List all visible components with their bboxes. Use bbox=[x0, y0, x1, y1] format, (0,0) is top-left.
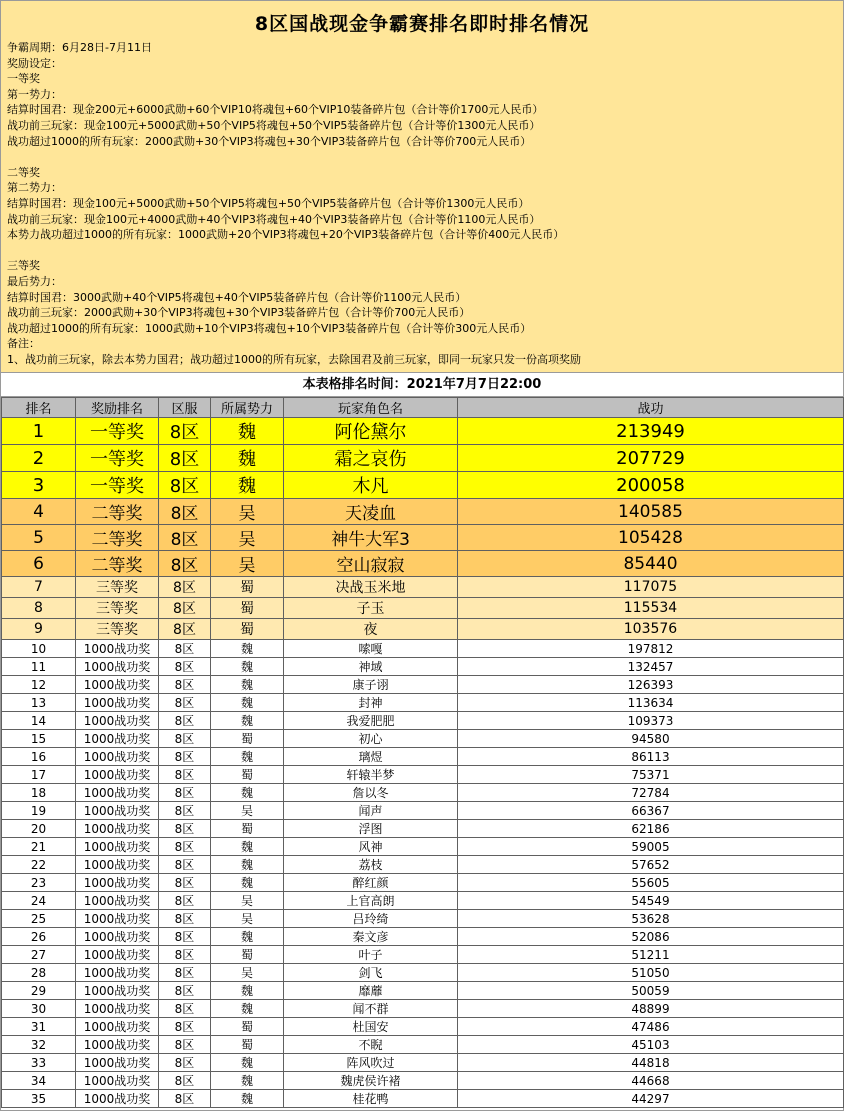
cell-name[interactable]: 魏虎侯许褚 bbox=[284, 1072, 458, 1090]
cell-name[interactable]: 靡蘼 bbox=[284, 982, 458, 1000]
rule-line: 本势力战功超过1000的所有玩家：1000武勋+20个VIP3将魂包+20个VIP3装备碎片包（合计等价400元人民币） bbox=[7, 228, 565, 242]
rule-line: 二等奖 bbox=[7, 165, 40, 179]
cell-faction[interactable]: 魏 bbox=[211, 784, 284, 802]
cell-rank[interactable]: 9 bbox=[2, 619, 76, 640]
table-row bbox=[2, 766, 844, 784]
cell-rank[interactable]: 31 bbox=[2, 1018, 76, 1036]
cell-name[interactable]: 闻声 bbox=[284, 802, 458, 820]
cell-server[interactable]: 8区 bbox=[159, 1018, 211, 1036]
cell-award[interactable]: 1000战功奖 bbox=[76, 1036, 159, 1054]
cell-server[interactable]: 8区 bbox=[159, 676, 211, 694]
cell-award[interactable]: 1000战功奖 bbox=[76, 892, 159, 910]
page-title: 8区国战现金争霸赛排名即时排名情况 bbox=[254, 13, 590, 35]
cell-merit[interactable]: 44818 bbox=[458, 1054, 844, 1072]
cell-merit[interactable]: 44668 bbox=[458, 1072, 844, 1090]
cell-server[interactable]: 8区 bbox=[159, 928, 211, 946]
cell-faction[interactable]: 魏 bbox=[211, 694, 284, 712]
cell-award[interactable]: 1000战功奖 bbox=[76, 982, 159, 1000]
cell-faction[interactable]: 蜀 bbox=[211, 619, 284, 640]
rule-line: 一等奖 bbox=[7, 72, 40, 86]
cell-name[interactable]: 詹以冬 bbox=[284, 784, 458, 802]
cell-award[interactable]: 二等奖 bbox=[76, 499, 159, 525]
cell-award[interactable]: 二等奖 bbox=[76, 551, 159, 577]
rule-line: 奖励设定： bbox=[7, 56, 62, 70]
table-row bbox=[2, 694, 844, 712]
table-row bbox=[2, 445, 844, 472]
cell-award[interactable]: 一等奖 bbox=[76, 445, 159, 472]
table-row bbox=[2, 472, 844, 499]
cell-rank[interactable]: 35 bbox=[2, 1090, 76, 1108]
cell-name[interactable]: 我爱肥肥 bbox=[284, 712, 458, 730]
cell-server[interactable]: 8区 bbox=[159, 874, 211, 892]
cell-name[interactable]: 轩辕半梦 bbox=[284, 766, 458, 784]
cell-server[interactable]: 8区 bbox=[159, 712, 211, 730]
cell-rank[interactable]: 4 bbox=[2, 499, 76, 525]
cell-merit[interactable]: 117075 bbox=[458, 577, 844, 598]
col-header-award[interactable]: 奖励排名 bbox=[76, 398, 159, 418]
cell-rank[interactable]: 3 bbox=[2, 472, 76, 499]
rule-line bbox=[7, 149, 837, 165]
cell-faction[interactable]: 魏 bbox=[211, 874, 284, 892]
cell-name[interactable]: 神牛大军3 bbox=[284, 525, 458, 551]
cell-server[interactable]: 8区 bbox=[159, 1036, 211, 1054]
cell-server[interactable]: 8区 bbox=[159, 982, 211, 1000]
cell-name[interactable]: 璃煜 bbox=[284, 748, 458, 766]
table-row bbox=[2, 1036, 844, 1054]
cell-merit[interactable]: 75371 bbox=[458, 766, 844, 784]
cell-rank[interactable]: 25 bbox=[2, 910, 76, 928]
cell-award[interactable]: 1000战功奖 bbox=[76, 856, 159, 874]
cell-faction[interactable]: 魏 bbox=[211, 856, 284, 874]
cell-name[interactable]: 叶子 bbox=[284, 946, 458, 964]
cell-award[interactable]: 1000战功奖 bbox=[76, 910, 159, 928]
cell-merit[interactable]: 62186 bbox=[458, 820, 844, 838]
cell-name[interactable]: 杜国安 bbox=[284, 1018, 458, 1036]
cell-merit[interactable]: 200058 bbox=[458, 472, 844, 499]
cell-merit[interactable]: 103576 bbox=[458, 619, 844, 640]
cell-faction[interactable]: 魏 bbox=[211, 838, 284, 856]
cell-server[interactable]: 8区 bbox=[159, 730, 211, 748]
cell-merit[interactable]: 59005 bbox=[458, 838, 844, 856]
cell-name[interactable]: 夜 bbox=[284, 619, 458, 640]
cell-award[interactable]: 1000战功奖 bbox=[76, 928, 159, 946]
cell-merit[interactable]: 197812 bbox=[458, 640, 844, 658]
cell-server[interactable]: 8区 bbox=[159, 640, 211, 658]
cell-faction[interactable]: 魏 bbox=[211, 676, 284, 694]
table-row bbox=[2, 784, 844, 802]
table-row bbox=[2, 802, 844, 820]
cell-faction[interactable]: 蜀 bbox=[211, 1018, 284, 1036]
cell-name[interactable]: 吕玲绮 bbox=[284, 910, 458, 928]
cell-merit[interactable]: 50059 bbox=[458, 982, 844, 1000]
cell-rank[interactable]: 24 bbox=[2, 892, 76, 910]
col-header-server[interactable]: 区服 bbox=[159, 398, 211, 418]
table-row bbox=[2, 640, 844, 658]
table-row bbox=[2, 551, 844, 577]
cell-name[interactable]: 上官高朗 bbox=[284, 892, 458, 910]
cell-merit[interactable]: 52086 bbox=[458, 928, 844, 946]
cell-server[interactable]: 8区 bbox=[159, 551, 211, 577]
cell-server[interactable]: 8区 bbox=[159, 856, 211, 874]
cell-name[interactable]: 神域 bbox=[284, 658, 458, 676]
cell-rank[interactable]: 27 bbox=[2, 946, 76, 964]
cell-award[interactable]: 1000战功奖 bbox=[76, 712, 159, 730]
cell-award[interactable]: 1000战功奖 bbox=[76, 1054, 159, 1072]
cell-server[interactable]: 8区 bbox=[159, 1000, 211, 1018]
table-row bbox=[2, 577, 844, 598]
cell-server[interactable]: 8区 bbox=[159, 598, 211, 619]
cell-award[interactable]: 1000战功奖 bbox=[76, 820, 159, 838]
cell-faction[interactable]: 魏 bbox=[211, 1054, 284, 1072]
cell-name[interactable]: 空山寂寂 bbox=[284, 551, 458, 577]
rule-line: 结算时国君：3000武勋+40个VIP5将魂包+40个VIP5装备碎片包（合计等价1100元人民币） bbox=[7, 290, 467, 304]
cell-rank[interactable]: 6 bbox=[2, 551, 76, 577]
cell-faction[interactable]: 吴 bbox=[211, 551, 284, 577]
rule-line: 结算时国君：现金200元+6000武勋+60个VIP10将魂包+60个VIP10装备碎片包（合计等价1700元人民币） bbox=[7, 103, 544, 117]
cell-merit[interactable]: 140585 bbox=[458, 499, 844, 525]
cell-faction[interactable]: 蜀 bbox=[211, 577, 284, 598]
cell-rank[interactable]: 2 bbox=[2, 445, 76, 472]
cell-name[interactable]: 不睨 bbox=[284, 1036, 458, 1054]
cell-merit[interactable]: 66367 bbox=[458, 802, 844, 820]
cell-name[interactable]: 子玉 bbox=[284, 598, 458, 619]
table-row bbox=[2, 525, 844, 551]
cell-name[interactable]: 秦文彦 bbox=[284, 928, 458, 946]
cell-server[interactable]: 8区 bbox=[159, 418, 211, 445]
cell-name[interactable]: 阿伦黛尔 bbox=[284, 418, 458, 445]
cell-rank[interactable]: 26 bbox=[2, 928, 76, 946]
cell-rank[interactable]: 14 bbox=[2, 712, 76, 730]
cell-award[interactable]: 一等奖 bbox=[76, 472, 159, 499]
rule-line bbox=[7, 243, 837, 259]
cell-name[interactable]: 阵风吹过 bbox=[284, 1054, 458, 1072]
cell-server[interactable]: 8区 bbox=[159, 658, 211, 676]
cell-merit[interactable]: 213949 bbox=[458, 418, 844, 445]
cell-merit[interactable]: 126393 bbox=[458, 676, 844, 694]
cell-award[interactable]: 三等奖 bbox=[76, 619, 159, 640]
cell-rank[interactable]: 34 bbox=[2, 1072, 76, 1090]
col-header-merit[interactable]: 战功 bbox=[458, 398, 844, 418]
cell-award[interactable]: 1000战功奖 bbox=[76, 640, 159, 658]
cell-award[interactable]: 三等奖 bbox=[76, 577, 159, 598]
cell-award[interactable]: 三等奖 bbox=[76, 598, 159, 619]
rule-line: 战功超过1000的所有玩家：1000武勋+10个VIP3将魂包+10个VIP3装备碎片包（合计等价300元人民币） bbox=[7, 321, 532, 335]
table-row bbox=[2, 874, 844, 892]
cell-merit[interactable]: 132457 bbox=[458, 658, 844, 676]
update-time: 本表格排名时间：2021年7月7日22:00 bbox=[1, 373, 843, 397]
table-row bbox=[2, 838, 844, 856]
cell-faction[interactable]: 魏 bbox=[211, 1090, 284, 1108]
table-row bbox=[2, 676, 844, 694]
cell-award[interactable]: 1000战功奖 bbox=[76, 802, 159, 820]
cell-faction[interactable]: 吴 bbox=[211, 892, 284, 910]
rule-line: 1、战功前三玩家，除去本势力国君；战功超过1000的所有玩家，去除国君及前三玩家，即同一玩家只发一份高项奖励 bbox=[7, 352, 581, 366]
table-row bbox=[2, 619, 844, 640]
cell-name[interactable]: 风神 bbox=[284, 838, 458, 856]
cell-name[interactable]: 康子诩 bbox=[284, 676, 458, 694]
cell-rank[interactable]: 33 bbox=[2, 1054, 76, 1072]
cell-merit[interactable]: 47486 bbox=[458, 1018, 844, 1036]
cell-award[interactable]: 1000战功奖 bbox=[76, 874, 159, 892]
table-header-row bbox=[2, 398, 844, 418]
cell-server[interactable]: 8区 bbox=[159, 525, 211, 551]
cell-award[interactable]: 1000战功奖 bbox=[76, 1000, 159, 1018]
cell-name[interactable]: 封神 bbox=[284, 694, 458, 712]
rule-line: 第一势力： bbox=[7, 87, 62, 101]
rule-line: 战功前三玩家：现金100元+4000武勋+40个VIP3将魂包+40个VIP3装备碎片包（合计等价1100元人民币） bbox=[7, 212, 541, 226]
cell-merit[interactable]: 207729 bbox=[458, 445, 844, 472]
cell-rank[interactable]: 21 bbox=[2, 838, 76, 856]
cell-rank[interactable]: 30 bbox=[2, 1000, 76, 1018]
table-row bbox=[2, 820, 844, 838]
cell-merit[interactable]: 72784 bbox=[458, 784, 844, 802]
cell-name[interactable]: 剑飞 bbox=[284, 964, 458, 982]
cell-faction[interactable]: 魏 bbox=[211, 748, 284, 766]
table-row bbox=[2, 1000, 844, 1018]
cell-faction[interactable]: 魏 bbox=[211, 712, 284, 730]
rule-line: 争霸周期：6月28日-7月11日 bbox=[7, 41, 152, 54]
cell-merit[interactable]: 55605 bbox=[458, 874, 844, 892]
cell-server[interactable]: 8区 bbox=[159, 784, 211, 802]
cell-server[interactable]: 8区 bbox=[159, 499, 211, 525]
rule-line: 战功前三玩家：现金100元+5000武勋+50个VIP5将魂包+50个VIP5装备碎片包（合计等价1300元人民币） bbox=[7, 118, 541, 132]
cell-award[interactable]: 1000战功奖 bbox=[76, 676, 159, 694]
rule-line: 最后势力： bbox=[7, 274, 62, 288]
cell-server[interactable]: 8区 bbox=[159, 472, 211, 499]
cell-name[interactable]: 决战玉米地 bbox=[284, 577, 458, 598]
rules-panel bbox=[1, 1, 843, 373]
cell-merit[interactable]: 51050 bbox=[458, 964, 844, 982]
cell-award[interactable]: 1000战功奖 bbox=[76, 838, 159, 856]
cell-award[interactable]: 二等奖 bbox=[76, 525, 159, 551]
cell-name[interactable]: 闻不群 bbox=[284, 1000, 458, 1018]
cell-rank[interactable]: 18 bbox=[2, 784, 76, 802]
cell-merit[interactable]: 113634 bbox=[458, 694, 844, 712]
cell-server[interactable]: 8区 bbox=[159, 838, 211, 856]
cell-faction[interactable]: 蜀 bbox=[211, 730, 284, 748]
table-row bbox=[2, 658, 844, 676]
rule-line: 战功前三玩家：2000武勋+30个VIP3将魂包+30个VIP3装备碎片包（合计等价700元人民币） bbox=[7, 306, 471, 320]
cell-faction[interactable]: 吴 bbox=[211, 910, 284, 928]
table-row bbox=[2, 598, 844, 619]
cell-rank[interactable]: 19 bbox=[2, 802, 76, 820]
cell-server[interactable]: 8区 bbox=[159, 820, 211, 838]
rules-text bbox=[7, 40, 837, 367]
cell-faction[interactable]: 蜀 bbox=[211, 946, 284, 964]
table-row bbox=[2, 748, 844, 766]
cell-server[interactable]: 8区 bbox=[159, 1054, 211, 1072]
cell-name[interactable]: 天凌血 bbox=[284, 499, 458, 525]
cell-rank[interactable]: 32 bbox=[2, 1036, 76, 1054]
cell-award[interactable]: 1000战功奖 bbox=[76, 1018, 159, 1036]
cell-server[interactable]: 8区 bbox=[159, 577, 211, 598]
cell-faction[interactable]: 魏 bbox=[211, 658, 284, 676]
cell-merit[interactable]: 109373 bbox=[458, 712, 844, 730]
cell-merit[interactable]: 53628 bbox=[458, 910, 844, 928]
cell-faction[interactable]: 蜀 bbox=[211, 1036, 284, 1054]
cell-award[interactable]: 1000战功奖 bbox=[76, 946, 159, 964]
cell-faction[interactable]: 蜀 bbox=[211, 820, 284, 838]
cell-faction[interactable]: 吴 bbox=[211, 525, 284, 551]
cell-faction[interactable]: 魏 bbox=[211, 418, 284, 445]
cell-rank[interactable]: 8 bbox=[2, 598, 76, 619]
cell-award[interactable]: 1000战功奖 bbox=[76, 1072, 159, 1090]
rule-line: 三等奖 bbox=[7, 259, 40, 273]
cell-rank[interactable]: 16 bbox=[2, 748, 76, 766]
cell-faction[interactable]: 魏 bbox=[211, 445, 284, 472]
rule-line: 备注： bbox=[7, 337, 40, 351]
table-row bbox=[2, 946, 844, 964]
col-header-player[interactable]: 玩家角色名 bbox=[284, 398, 458, 418]
cell-server[interactable]: 8区 bbox=[159, 964, 211, 982]
table-row bbox=[2, 892, 844, 910]
cell-merit[interactable]: 115534 bbox=[458, 598, 844, 619]
cell-award[interactable]: 1000战功奖 bbox=[76, 784, 159, 802]
table-row bbox=[2, 1018, 844, 1036]
cell-merit[interactable]: 94580 bbox=[458, 730, 844, 748]
cell-name[interactable]: 木凡 bbox=[284, 472, 458, 499]
cell-name[interactable]: 嗦嘎 bbox=[284, 640, 458, 658]
col-header-faction[interactable]: 所属势力 bbox=[211, 398, 284, 418]
cell-award[interactable]: 1000战功奖 bbox=[76, 658, 159, 676]
table-row bbox=[2, 964, 844, 982]
cell-rank[interactable]: 11 bbox=[2, 658, 76, 676]
rule-line: 战功超过1000的所有玩家：2000武勋+30个VIP3将魂包+30个VIP3装备碎片包（合计等价700元人民币） bbox=[7, 134, 532, 148]
cell-merit[interactable]: 57652 bbox=[458, 856, 844, 874]
cell-faction[interactable]: 魏 bbox=[211, 472, 284, 499]
cell-merit[interactable]: 85440 bbox=[458, 551, 844, 577]
cell-name[interactable]: 初心 bbox=[284, 730, 458, 748]
cell-rank[interactable]: 1 bbox=[2, 418, 76, 445]
cell-award[interactable]: 1000战功奖 bbox=[76, 766, 159, 784]
cell-rank[interactable]: 23 bbox=[2, 874, 76, 892]
cell-faction[interactable]: 蜀 bbox=[211, 598, 284, 619]
cell-server[interactable]: 8区 bbox=[159, 802, 211, 820]
table-row bbox=[2, 910, 844, 928]
cell-server[interactable]: 8区 bbox=[159, 445, 211, 472]
table-row bbox=[2, 856, 844, 874]
cell-merit[interactable]: 44297 bbox=[458, 1090, 844, 1108]
cell-rank[interactable]: 12 bbox=[2, 676, 76, 694]
cell-faction[interactable]: 蜀 bbox=[211, 766, 284, 784]
cell-rank[interactable]: 13 bbox=[2, 694, 76, 712]
cell-merit[interactable]: 54549 bbox=[458, 892, 844, 910]
cell-faction[interactable]: 吴 bbox=[211, 499, 284, 525]
cell-merit[interactable]: 51211 bbox=[458, 946, 844, 964]
cell-merit[interactable]: 45103 bbox=[458, 1036, 844, 1054]
cell-faction[interactable]: 魏 bbox=[211, 982, 284, 1000]
cell-award[interactable]: 1000战功奖 bbox=[76, 964, 159, 982]
rule-line: 结算时国君：现金100元+5000武勋+50个VIP5将魂包+50个VIP5装备碎片包（合计等价1300元人民币） bbox=[7, 196, 530, 210]
cell-rank[interactable]: 17 bbox=[2, 766, 76, 784]
table-body bbox=[2, 418, 844, 1108]
table-row bbox=[2, 499, 844, 525]
cell-award[interactable]: 1000战功奖 bbox=[76, 1090, 159, 1108]
rule-line: 第二势力： bbox=[7, 181, 62, 195]
cell-faction[interactable]: 吴 bbox=[211, 802, 284, 820]
table-row bbox=[2, 712, 844, 730]
cell-merit[interactable]: 86113 bbox=[458, 748, 844, 766]
cell-rank[interactable]: 7 bbox=[2, 577, 76, 598]
cell-server[interactable]: 8区 bbox=[159, 910, 211, 928]
cell-merit[interactable]: 48899 bbox=[458, 1000, 844, 1018]
cell-award[interactable]: 一等奖 bbox=[76, 418, 159, 445]
cell-award[interactable]: 1000战功奖 bbox=[76, 694, 159, 712]
cell-rank[interactable]: 10 bbox=[2, 640, 76, 658]
table-row bbox=[2, 982, 844, 1000]
cell-server[interactable]: 8区 bbox=[159, 946, 211, 964]
cell-rank[interactable]: 20 bbox=[2, 820, 76, 838]
cell-rank[interactable]: 22 bbox=[2, 856, 76, 874]
cell-server[interactable]: 8区 bbox=[159, 766, 211, 784]
cell-server[interactable]: 8区 bbox=[159, 1090, 211, 1108]
cell-rank[interactable]: 5 bbox=[2, 525, 76, 551]
cell-name[interactable]: 霜之哀伤 bbox=[284, 445, 458, 472]
table-row bbox=[2, 730, 844, 748]
cell-faction[interactable]: 魏 bbox=[211, 640, 284, 658]
table-row bbox=[2, 418, 844, 445]
ranking-table bbox=[1, 397, 844, 1108]
cell-name[interactable]: 荔枝 bbox=[284, 856, 458, 874]
cell-faction[interactable]: 魏 bbox=[211, 928, 284, 946]
cell-server[interactable]: 8区 bbox=[159, 892, 211, 910]
cell-server[interactable]: 8区 bbox=[159, 748, 211, 766]
cell-rank[interactable]: 28 bbox=[2, 964, 76, 982]
cell-name[interactable]: 浮图 bbox=[284, 820, 458, 838]
cell-rank[interactable]: 15 bbox=[2, 730, 76, 748]
cell-name[interactable]: 桂花鸭 bbox=[284, 1090, 458, 1108]
cell-award[interactable]: 1000战功奖 bbox=[76, 748, 159, 766]
table-row bbox=[2, 1072, 844, 1090]
cell-name[interactable]: 醉红颜 bbox=[284, 874, 458, 892]
cell-merit[interactable]: 105428 bbox=[458, 525, 844, 551]
table-row bbox=[2, 1090, 844, 1108]
table-row bbox=[2, 928, 844, 946]
cell-faction[interactable]: 吴 bbox=[211, 964, 284, 982]
table-row bbox=[2, 1054, 844, 1072]
cell-rank[interactable]: 29 bbox=[2, 982, 76, 1000]
col-header-rank[interactable]: 排名 bbox=[2, 398, 76, 418]
cell-faction[interactable]: 魏 bbox=[211, 1000, 284, 1018]
cell-faction[interactable]: 魏 bbox=[211, 1072, 284, 1090]
cell-server[interactable]: 8区 bbox=[159, 1072, 211, 1090]
cell-server[interactable]: 8区 bbox=[159, 694, 211, 712]
cell-server[interactable]: 8区 bbox=[159, 619, 211, 640]
cell-award[interactable]: 1000战功奖 bbox=[76, 730, 159, 748]
